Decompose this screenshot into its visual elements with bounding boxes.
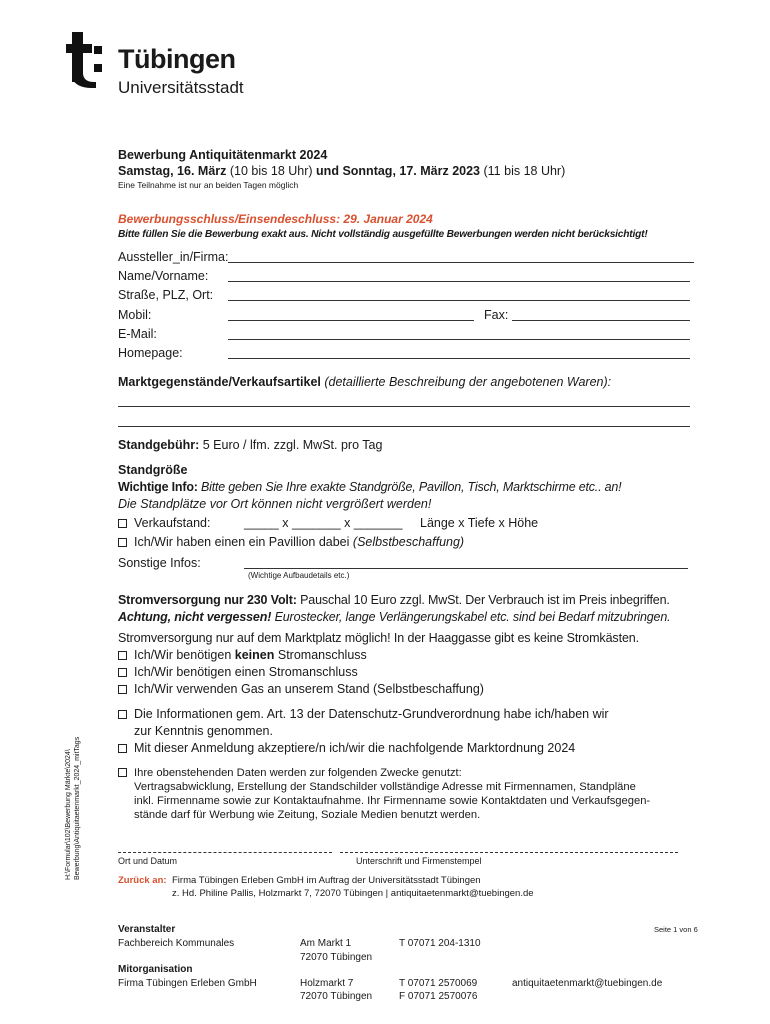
consent3-line4: stände darf für Werbung wie Zeitung, Soziale Medien benutzt werden.: [134, 809, 481, 821]
size-info: [118, 480, 621, 494]
power-opt3: Ich/Wir verwenden Gas an unserem Stand (Selbstbeschaffung): [134, 682, 484, 696]
instruction: Bitte füllen Sie die Bewerbung exakt aus. Nicht vollständig ausgefüllte Bewerbungen werden nicht berücksichtigt!: [118, 229, 648, 240]
input-goods-line-1[interactable]: [118, 406, 690, 407]
power-warning: [118, 610, 670, 624]
pavillon-hint: (Selbstbeschaffung): [352, 535, 465, 549]
label-name: Name/Vorname:: [118, 269, 209, 283]
consent1-line1: Die Informationen gem. Art. 13 der Datenschutz-Grundverordnung habe ich/haben wir: [134, 707, 609, 721]
size-info-text2: Die Standplätze vor Ort können nicht vergrößert werden!: [118, 497, 432, 511]
power-opt1-row: [118, 648, 367, 662]
size-heading: Standgröße: [118, 463, 188, 477]
label-strasse: Straße, PLZ, Ort:: [118, 288, 214, 302]
footer-addr2-a: Holzmarkt 7: [300, 978, 354, 989]
label-mobil: Mobil:: [118, 308, 152, 322]
input-homepage[interactable]: [228, 358, 690, 359]
power-needed-checkbox[interactable]: [118, 668, 127, 677]
power-opt1-a: Ich/Wir benötigen: [134, 648, 232, 662]
consent2-text: Mit dieser Anmeldung akzeptiere/n ich/wir die nachfolgende Marktordnung 2024: [134, 741, 576, 755]
logo-city: Tübingen: [118, 44, 236, 74]
pavillon-row: [118, 535, 464, 549]
power-opt1-b: keinen: [234, 648, 275, 662]
deadline: Bewerbungsschluss/Einsendeschluss: 29. Januar 2024: [118, 212, 433, 226]
date-sunday: Sonntag, 17. März 2023: [342, 164, 481, 178]
footer-mitorg: Mitorganisation: [118, 964, 193, 975]
input-email[interactable]: [228, 339, 690, 340]
time-saturday: (10 bis 18 Uhr): [229, 164, 313, 178]
fee: [118, 438, 382, 452]
footer-fax2: F 07071 2570076: [399, 991, 478, 1002]
goods-label: Marktgegenstände/Verkaufsartikel: [118, 375, 321, 389]
signature-left-label: Ort und Datum: [118, 856, 178, 866]
size-info-text: Bitte geben Sie Ihre exakte Standgröße, Pavillon, Tisch, Marktschirme etc.. an!: [201, 480, 622, 494]
label-email: E-Mail:: [118, 327, 157, 341]
consent3-line2: Vertragsabwicklung, Erstellung der Standschilder vollständige Adresse mit Firmennamen, Standpläne: [134, 781, 636, 793]
footer-tel1: T 07071 204-1310: [399, 938, 481, 949]
footer-firma: Firma Tübingen Erleben GmbH: [118, 978, 257, 989]
power-opt1-c: Stromanschluss: [277, 648, 367, 662]
gas-checkbox[interactable]: [118, 685, 127, 694]
footer-fachbereich: Fachbereich Kommunales: [118, 938, 235, 949]
footer-veranstalter: Veranstalter: [118, 924, 176, 935]
input-goods-line-2[interactable]: [118, 426, 690, 427]
date-saturday: Samstag, 16. März: [118, 164, 227, 178]
date-und: und: [316, 164, 339, 178]
input-aussteller[interactable]: [228, 262, 694, 263]
stand-dimensions-input[interactable]: _____ x _______ x _______: [244, 516, 403, 530]
input-ort-datum[interactable]: [118, 852, 332, 853]
fee-text: 5 Euro / lfm. zzgl. MwSt. pro Tag: [202, 438, 383, 452]
power-note: Stromversorgung nur auf dem Marktplatz möglich! In der Haaggasse gibt es keine Stromkästen.: [118, 631, 640, 645]
footer-email[interactable]: antiquitaetenmarkt@tuebingen.de: [512, 978, 663, 989]
label-homepage: Homepage:: [118, 346, 183, 360]
file-path-vertical: [64, 737, 82, 880]
consent2-row: [118, 741, 575, 755]
consent3-line1: Ihre obenstehenden Daten werden zur folgenden Zwecke genutzt:: [134, 767, 462, 779]
label-fax: Fax:: [484, 308, 509, 322]
consent3-line3: inkl. Firmenname sowie zur Kontaktaufnahme. Ihr Firmenname sowie Kontaktdaten und Verkaufsgegen-: [134, 795, 651, 807]
consent3-row: [118, 767, 462, 779]
return-line2: z. Hd. Philine Pallis, Holzmarkt 7, 72070 Tübingen | antiquitaetenmarkt@tuebingen.de: [172, 888, 534, 899]
consent1-line2: zur Kenntnis genommen.: [134, 724, 273, 738]
footer-addr1-b: 72070 Tübingen: [300, 952, 373, 963]
verkaufstand-row: [118, 516, 210, 530]
footer-tel2: T 07071 2570069: [399, 978, 478, 989]
consent1-row: [118, 707, 609, 721]
input-mobil[interactable]: [228, 320, 474, 321]
power-warn-text: Eurostecker, lange Verlängerungskabel etc. sind bei Bedarf mitzubringen.: [274, 610, 671, 624]
data-usage-checkbox[interactable]: [118, 768, 127, 777]
sonstige-label: Sonstige Infos:: [118, 556, 201, 570]
pavillon-checkbox[interactable]: [118, 538, 127, 547]
input-unterschrift[interactable]: [340, 852, 678, 853]
tuebingen-t-logo-icon: [66, 30, 108, 88]
input-strasse[interactable]: [228, 300, 690, 301]
footer-addr1-a: Am Markt 1: [300, 938, 352, 949]
fee-label: Standgebühr:: [118, 438, 200, 452]
consent3-body: [134, 780, 650, 822]
signature-right-label: Unterschrift und Firmenstempel: [356, 856, 482, 866]
time-sunday: (11 bis 18 Uhr): [483, 164, 566, 178]
size-info-label: Wichtige Info:: [118, 480, 198, 494]
footer-addr2-b: 72070 Tübingen: [300, 991, 373, 1002]
power-opt2-row: [118, 665, 358, 679]
dsgvo-checkbox[interactable]: [118, 710, 127, 719]
verkaufstand-label: Verkaufstand:: [134, 516, 211, 530]
sonstige-hint: (Wichtige Aufbaudetails etc.): [248, 571, 350, 580]
input-sonstige[interactable]: [244, 568, 688, 569]
market-dates: [118, 164, 565, 178]
no-power-checkbox[interactable]: [118, 651, 127, 660]
file-path-line1: H:\Formular\102\Bewerbung Märkte\2024\: [65, 749, 72, 880]
verkaufstand-checkbox[interactable]: [118, 519, 127, 528]
power-info: [118, 593, 670, 607]
stand-dimensions-label: Länge x Tiefe x Höhe: [420, 516, 539, 530]
marktordnung-checkbox[interactable]: [118, 744, 127, 753]
goods-heading: [118, 375, 611, 389]
pavillon-label: Ich/Wir haben einen ein Pavillion dabei: [134, 535, 350, 549]
power-warn-label: Achtung, nicht vergessen!: [118, 610, 272, 624]
file-path-line2: Bewerbung\Antiquitaetenmarkt_2024_mitTags: [74, 736, 81, 880]
return-line1: Firma Tübingen Erleben GmbH im Auftrag der Universitätsstadt Tübingen: [172, 875, 481, 886]
page-number: Seite 1 von 6: [654, 925, 698, 934]
input-fax[interactable]: [512, 320, 690, 321]
input-name[interactable]: [228, 281, 690, 282]
power-opt2: Ich/Wir benötigen einen Stromanschluss: [134, 665, 358, 679]
label-aussteller: Aussteller_in/Firma:: [118, 250, 229, 264]
power-opt3-row: [118, 682, 484, 696]
participation-note: Eine Teilnahme ist nur an beiden Tagen möglich: [118, 180, 299, 190]
logo-subtitle: Universitätsstadt: [118, 78, 244, 97]
return-label: Zurück an:: [118, 875, 167, 886]
goods-hint: (detaillierte Beschreibung der angebotenen Waren):: [324, 375, 612, 389]
power-label: Stromversorgung nur 230 Volt:: [118, 593, 297, 607]
power-text: Pauschal 10 Euro zzgl. MwSt. Der Verbrauch ist im Preis inbegriffen.: [300, 593, 670, 607]
form-title: Bewerbung Antiquitätenmarkt 2024: [118, 148, 328, 162]
